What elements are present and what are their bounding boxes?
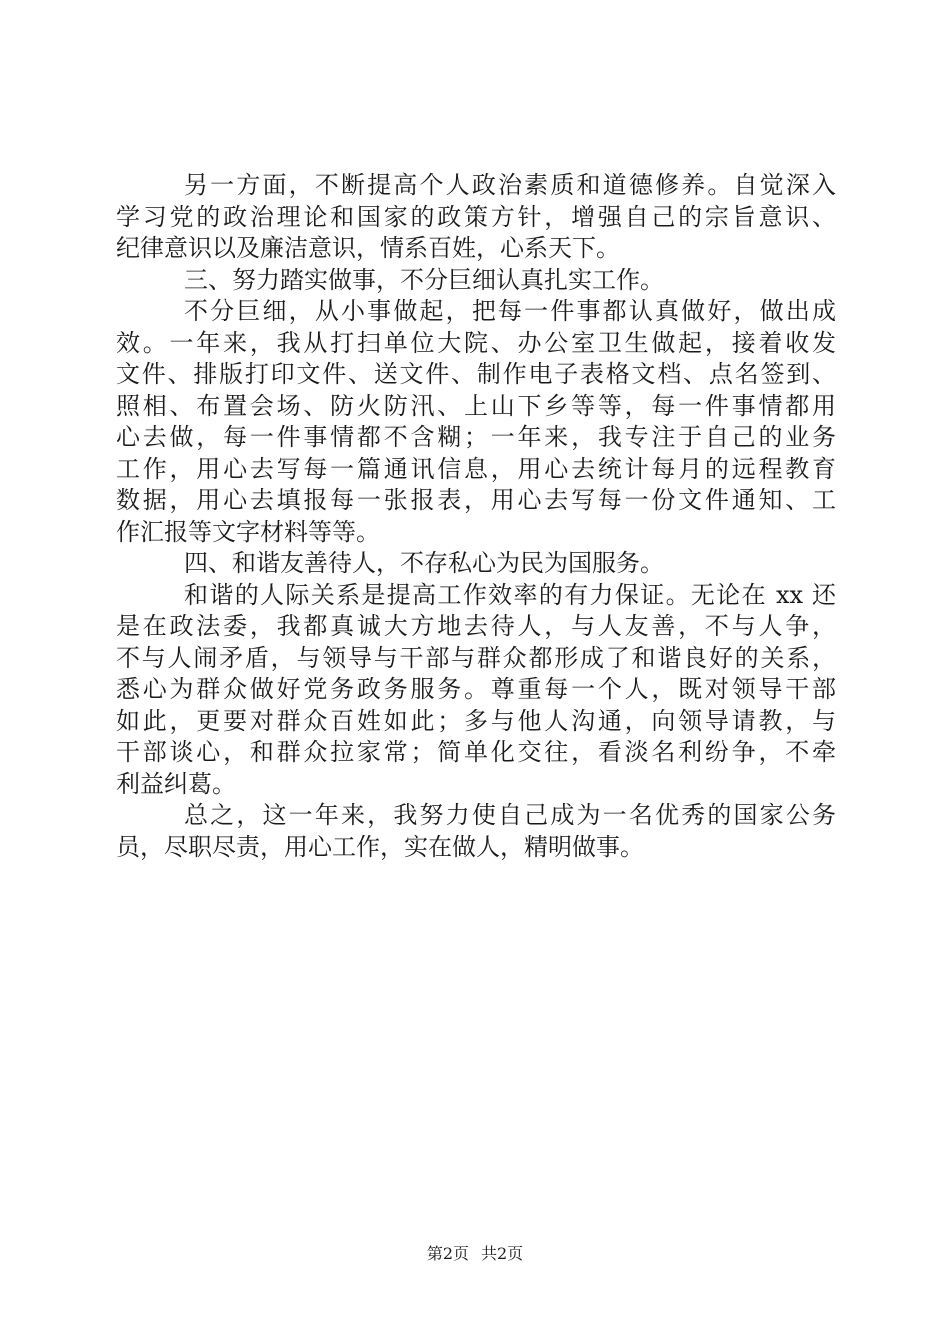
paragraph-line: 纪律意识以及廉洁意识，情系百姓，心系天下。 <box>116 234 620 262</box>
paragraph-line: 作汇报等文字材料等等。 <box>116 517 380 546</box>
section-heading: 三、努力踏实做事，不分巨细认真扎实工作。 <box>184 265 664 294</box>
section-heading: 四、和谐友善待人，不存私心为民为国服务。 <box>184 549 664 577</box>
paragraph-line: 效。一年来，我从打扫单位大院、办公室卫生做起，接着收发 <box>116 328 836 357</box>
paragraph-line: 是在政法委，我都真诚大方地去待人，与人友善，不与人争， <box>116 612 836 640</box>
paragraph-line: 干部谈心，和群众拉家常；简单化交往，看淡名利纷争，不牵 <box>116 738 836 766</box>
paragraph-line: 和谐的人际关系是提高工作效率的有力保证。无论在 xx 还 <box>184 580 836 609</box>
paragraph-line: 照相、布置会场、防火防汛、上山下乡等等，每一件事情都用 <box>116 391 836 420</box>
page-footer <box>0 1244 950 1264</box>
paragraph-line: 学习党的政治理论和国家的政策方针，增强自己的宗旨意识、 <box>116 202 836 231</box>
paragraph-line: 心去做，每一件事情都不含糊；一年来，我专注于自己的业务 <box>116 423 836 451</box>
paragraph-line: 不分巨细，从小事做起，把每一件事都认真做好，做出成 <box>184 297 836 325</box>
paragraph-line: 不与人闹矛盾，与领导与干部与群众都形成了和谐良好的关系， <box>116 643 836 672</box>
paragraph-line: 工作，用心去写每一篇通讯信息，用心去统计每月的远程教育 <box>116 454 836 483</box>
paragraph-line: 总之，这一年来，我努力使自己成为一名优秀的国家公务 <box>184 801 836 829</box>
paragraph-line: 如此，更要对群众百姓如此；多与他人沟通，向领导请教，与 <box>116 706 836 735</box>
paragraph-line: 员，尽职尽责，用心工作，实在做人，精明做事。 <box>116 832 644 861</box>
document-body <box>116 170 836 863</box>
paragraph-line: 利益纠葛。 <box>116 769 236 798</box>
page-number-total: 共2页 <box>481 1244 524 1263</box>
paragraph-line: 文件、排版打印文件、送文件、制作电子表格文档、点名签到、 <box>116 360 836 388</box>
paragraph-line: 另一方面，不断提高个人政治素质和道德修养。自觉深入 <box>184 171 836 199</box>
page-number-current: 第2页 <box>426 1244 469 1263</box>
paragraph-line: 数据，用心去填报每一张报表，用心去写每一份文件通知、工 <box>116 486 836 514</box>
paragraph-line: 悉心为群众做好党务政务服务。尊重每一个人，既对领导干部 <box>116 675 836 703</box>
